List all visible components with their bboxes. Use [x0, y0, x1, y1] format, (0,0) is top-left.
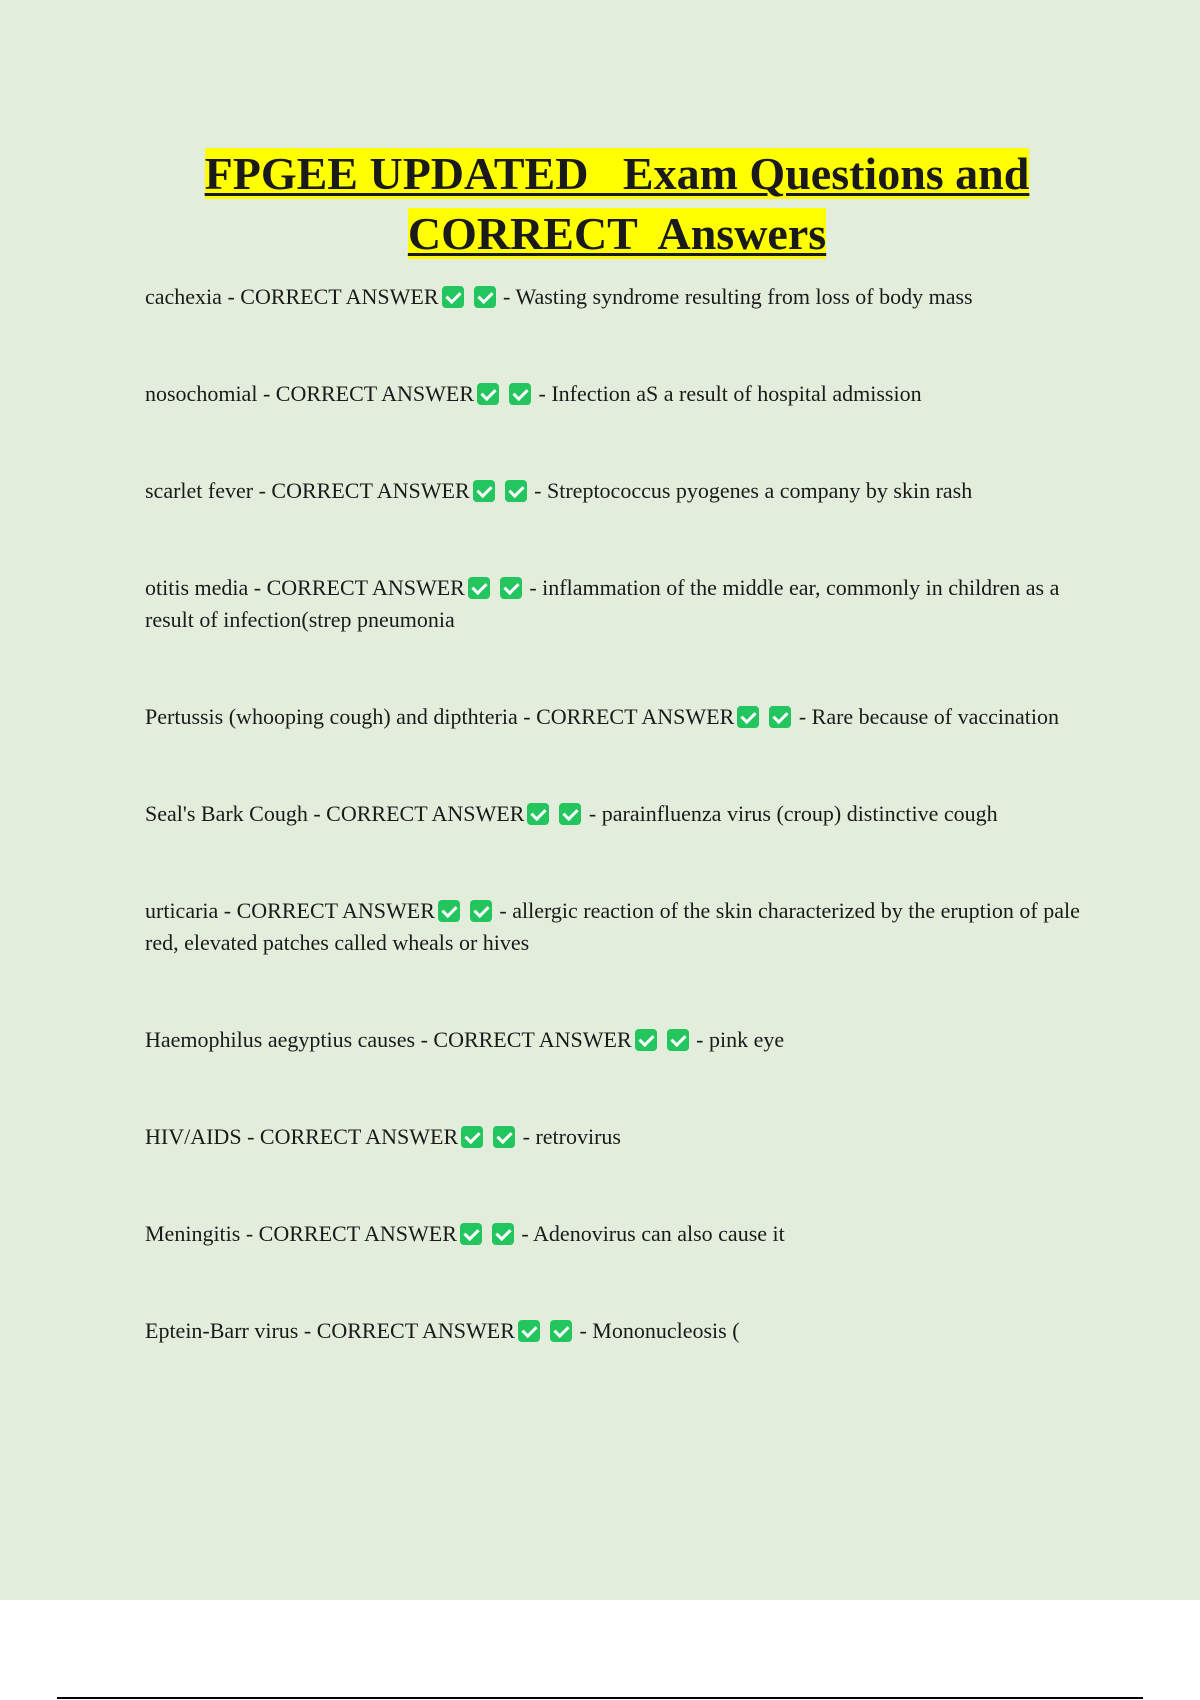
correct-answer-label: CORRECT ANSWER: [271, 478, 470, 503]
entry-term: nosochomial: [145, 381, 258, 406]
entry-answer: allergic reaction of the skin characterized by the eruption of pale red, elevated patches called wheals or hives: [145, 898, 1080, 955]
entry-answer: Adenovirus can also cause it: [533, 1221, 785, 1246]
correct-answer-label: CORRECT ANSWER: [266, 575, 465, 600]
check-mark-icon: [493, 1126, 515, 1148]
check-mark-icon: [667, 1029, 689, 1051]
check-mark-icon: [492, 1223, 514, 1245]
qa-entry: Seal's Bark Cough - CORRECT ANSWER - parainfluenza virus (croup) distinctive cough: [145, 801, 998, 826]
title-line-1: FPGEE UPDATED Exam Questions and: [204, 148, 1030, 199]
check-mark-icon: [518, 1320, 540, 1342]
qa-entry: Eptein-Barr virus - CORRECT ANSWER - Mononucleosis (: [145, 1318, 740, 1343]
correct-answer-label: CORRECT ANSWER: [236, 898, 435, 923]
correct-answer-label: CORRECT ANSWER: [240, 284, 439, 309]
qa-entry: Haemophilus aegyptius causes - CORRECT ANSWER - pink eye: [145, 1027, 785, 1052]
entry-term: HIV/AIDS: [145, 1124, 242, 1149]
qa-entry: Pertussis (whooping cough) and dipthteria - CORRECT ANSWER - Rare because of vaccination: [145, 704, 1060, 729]
check-mark-icon: [473, 480, 495, 502]
entry-answer: inflammation of the middle ear, commonly in children as a result of infection(strep pneumonia: [145, 575, 1060, 632]
check-mark-icon: [461, 1126, 483, 1148]
entry-answer: Mononucleosis (: [592, 1318, 740, 1343]
entry-answer: Wasting syndrome resulting from loss of body mass: [515, 284, 973, 309]
qa-entry: Meningitis - CORRECT ANSWER - Adenovirus can also cause it: [145, 1221, 785, 1246]
correct-answer-label: CORRECT ANSWER: [326, 801, 525, 826]
check-mark-icon: [500, 577, 522, 599]
qa-entry: urticaria - CORRECT ANSWER - allergic reaction of the skin characterized by the eruption of pale red, elevated patches called wheals or hives: [145, 898, 1080, 955]
entry-term: Pertussis (whooping cough) and dipthteria: [145, 704, 518, 729]
entry-answer: retrovirus: [535, 1124, 621, 1149]
check-mark-icon: [635, 1029, 657, 1051]
qa-entry: HIV/AIDS - CORRECT ANSWER - retrovirus: [145, 1124, 621, 1149]
check-mark-icon: [460, 1223, 482, 1245]
entry-term: Eptein-Barr virus: [145, 1318, 299, 1343]
entry-term: scarlet fever: [145, 478, 254, 503]
title-line-2: CORRECT Answers: [407, 208, 827, 259]
qa-entry: cachexia - CORRECT ANSWER - Wasting syndrome resulting from loss of body mass: [145, 284, 973, 309]
correct-answer-label: CORRECT ANSWER: [275, 381, 475, 406]
qa-entry: nosochomial - CORRECT ANSWER - Infection aS a result of hospital admission: [145, 381, 922, 406]
correct-answer-label: CORRECT ANSWER: [536, 704, 735, 729]
qa-list: [145, 281, 1095, 1347]
entry-answer: Rare because of vaccination: [811, 704, 1060, 729]
correct-answer-label: CORRECT ANSWER: [258, 1221, 457, 1246]
check-mark-icon: [470, 900, 492, 922]
check-mark-icon: [769, 706, 791, 728]
footer-divider: [57, 1697, 1143, 1699]
entry-answer: Streptococcus pyogenes a company by skin rash: [547, 478, 973, 503]
check-mark-icon: [559, 803, 581, 825]
entry-term: Seal's Bark Cough: [145, 801, 308, 826]
check-mark-icon: [468, 577, 490, 599]
entry-answer: Infection aS a result of hospital admission: [551, 381, 922, 406]
check-mark-icon: [509, 383, 531, 405]
check-mark-icon: [477, 383, 499, 405]
entry-answer: pink eye: [708, 1027, 785, 1052]
qa-entry: scarlet fever - CORRECT ANSWER - Streptococcus pyogenes a company by skin rash: [145, 478, 973, 503]
check-mark-icon: [737, 706, 759, 728]
document-title: [0, 144, 1200, 264]
entry-term: cachexia: [145, 284, 222, 309]
entry-term: urticaria: [145, 898, 219, 923]
correct-answer-label: CORRECT ANSWER: [433, 1027, 632, 1052]
check-mark-icon: [442, 286, 464, 308]
entry-term: Meningitis: [145, 1221, 241, 1246]
correct-answer-label: CORRECT ANSWER: [316, 1318, 515, 1343]
check-mark-icon: [550, 1320, 572, 1342]
check-mark-icon: [474, 286, 496, 308]
entry-term: Haemophilus aegyptius causes: [145, 1027, 416, 1052]
check-mark-icon: [505, 480, 527, 502]
check-mark-icon: [527, 803, 549, 825]
check-mark-icon: [438, 900, 460, 922]
entry-term: otitis media: [145, 575, 249, 600]
correct-answer-label: CORRECT ANSWER: [259, 1124, 459, 1149]
entry-answer: parainfluenza virus (croup) distinctive cough: [601, 801, 998, 826]
qa-entry: otitis media - CORRECT ANSWER - inflammation of the middle ear, commonly in children as a result of infection(strep pneumonia: [145, 575, 1060, 632]
